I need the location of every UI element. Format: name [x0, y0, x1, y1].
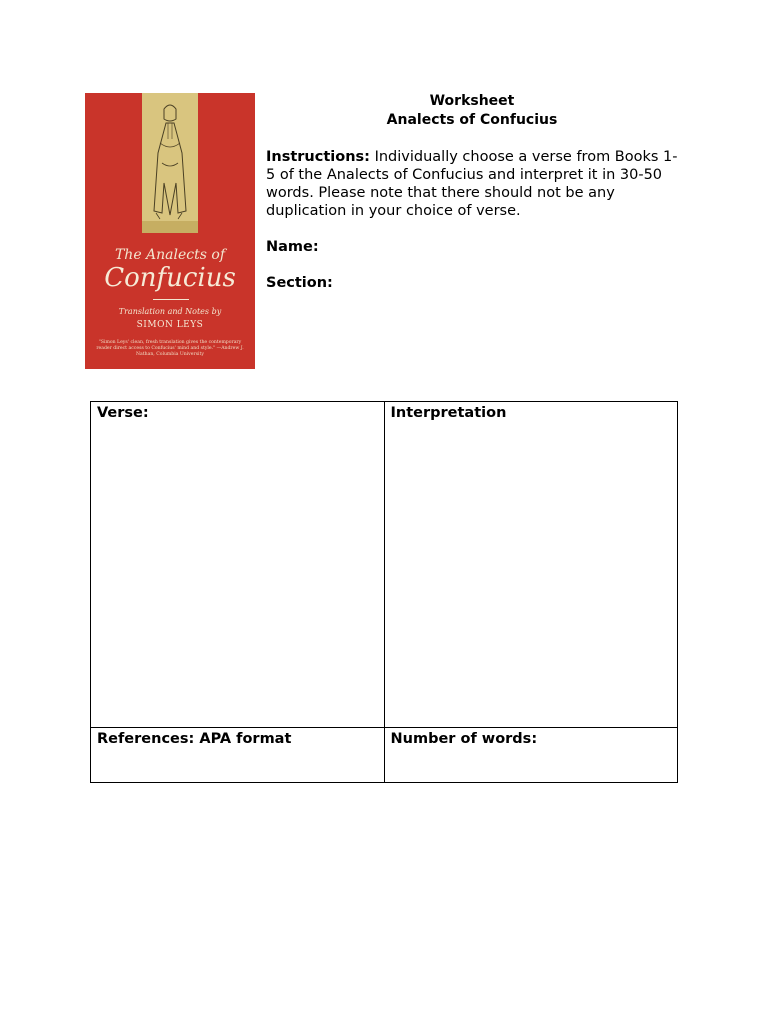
cover-quote: "Simon Leys' clean, fresh translation gives the contemporary reader direct access to Confucius' mind and style." —Andrew J. Nathan, Columbia University: [96, 340, 244, 357]
worksheet-title: Worksheet: [429, 93, 515, 109]
verse-cell[interactable]: [91, 402, 385, 728]
book-cover-image: [85, 93, 255, 369]
worksheet-header: [266, 92, 678, 292]
instructions-label: Instructions:: [266, 149, 370, 165]
interpretation-cell[interactable]: [384, 402, 678, 728]
cover-author: SIMON LEYS: [136, 320, 204, 330]
cover-subtitle: Translation and Notes by: [118, 307, 222, 316]
table-row: [91, 402, 678, 728]
interpretation-label: Interpretation: [390, 405, 507, 421]
table-row: [91, 728, 678, 783]
word-count-cell[interactable]: [384, 728, 678, 783]
cover-title-main: Confucius: [104, 263, 236, 293]
instructions-text: Individually choose a verse from Books 1-5 of the Analects of Confucius and interpret it in 30-50 words. Please note that there should not be any duplication in your choice of verse.: [266, 149, 678, 219]
word-count-label: Number of words:: [390, 731, 538, 747]
worksheet-subtitle: Analects of Confucius: [386, 112, 558, 128]
references-label: References: APA format: [97, 731, 292, 747]
cover-title-top: The Analects of: [114, 247, 226, 263]
references-cell[interactable]: [91, 728, 385, 783]
worksheet-table: [90, 401, 678, 783]
verse-label: Verse:: [97, 405, 149, 421]
confucius-portrait-illustration: [142, 93, 198, 233]
name-label: Name:: [266, 239, 319, 255]
section-label: Section:: [266, 275, 333, 291]
instructions-paragraph: [266, 148, 678, 220]
cover-divider: [153, 299, 189, 300]
